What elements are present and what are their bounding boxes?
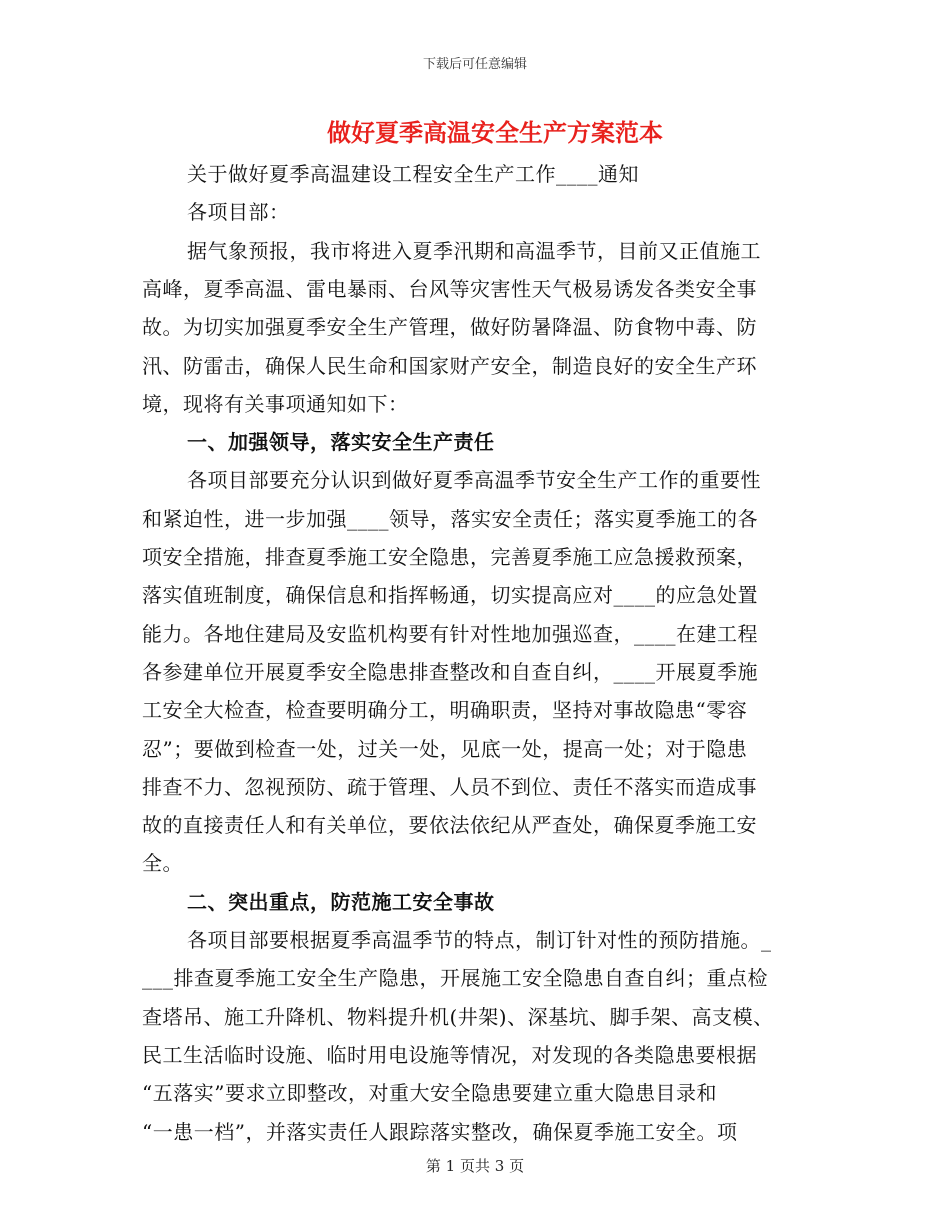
body-text-line: 各项目部要根据夏季高温季节的特点，制订针对性的预防措施。_ — [187, 928, 772, 952]
section-heading: 二、突出重点，防范施工安全事故 — [187, 889, 495, 914]
body-text-line: 排查不力、忽视预防、疏于管理、人员不到位、责任不落实而造成事 — [142, 774, 757, 799]
document-title: 做好夏季高温安全生产方案范本 — [327, 118, 663, 147]
body-text-line: 工安全大检查，检查要明确分工，明确职责，坚持对事故隐患“零容 — [142, 698, 748, 723]
body-text-line: 高峰，夏季高温、雷电暴雨、台风等灾害性天气极易诱发各类安全事 — [142, 276, 757, 301]
body-text-line: 各参建单位开展夏季安全隐患排查整改和自查自纠，____开展夏季施 — [142, 659, 758, 684]
body-text-line: 能力。各地住建局及安监机构要有针对性地加强巡查，____在建工程 — [142, 621, 758, 646]
body-text-line: 据气象预报，我市将进入夏季汛期和高温季节，目前又正值施工 — [187, 238, 761, 263]
body-text-line: 和紧迫性，进一步加强____领导，落实安全责任；落实夏季施工的各 — [142, 506, 758, 531]
section-heading: 一、加强领导，落实安全生产责任 — [187, 430, 495, 455]
body-text-line: 境，现将有关事项通知如下： — [142, 391, 409, 416]
body-text-line: “五落实”要求立即整改，对重大安全隐患要建立重大隐患目录和 — [142, 1081, 717, 1106]
body-text-line: 故的直接责任人和有关单位，要依法依纪从严查处，确保夏季施工安 — [142, 813, 757, 838]
body-text-line: 全。 — [142, 851, 183, 876]
body-text-line: 落实值班制度，确保信息和指挥畅通，切实提高应对____的应急处置 — [142, 583, 758, 608]
page-footer: 第 1 页共 3 页 — [425, 1157, 525, 1175]
body-text-line: “一患一档”，并落实责任人跟踪落实整改，确保夏季施工安全。项 — [142, 1119, 738, 1144]
page-header: 下载后可任意编辑 — [422, 57, 527, 72]
body-text-line: 忍”；要做到检查一处，过关一处，见底一处，提高一处；对于隐患 — [142, 736, 748, 761]
body-text-line: 各项目部要充分认识到做好夏季高温季节安全生产工作的重要性 — [187, 468, 761, 493]
body-text-line: 民工生活临时设施、临时用电设施等情况，对发现的各类隐患要根据 — [142, 1042, 757, 1067]
body-text-line: 关于做好夏季高温建设工程安全生产工作____通知 — [187, 162, 639, 186]
body-text-line: 各项目部： — [187, 200, 290, 225]
body-text-line: 故。为切实加强夏季安全生产管理，做好防暑降温、防食物中毒、防 — [142, 315, 757, 340]
body-text-line: 查塔吊、施工升降机、物料提升机(井架)、深基坑、脚手架、高支模、 — [142, 1004, 774, 1029]
body-text-line: 项安全措施，排查夏季施工安全隐患，完善夏季施工应急援救预案， — [142, 545, 757, 569]
body-text-line: 汛、防雷击，确保人民生命和国家财产安全，制造良好的安全生产环 — [142, 353, 757, 378]
body-text-line: ___排查夏季施工安全生产隐患，开展施工安全隐患自查自纠；重点检 — [142, 966, 768, 991]
